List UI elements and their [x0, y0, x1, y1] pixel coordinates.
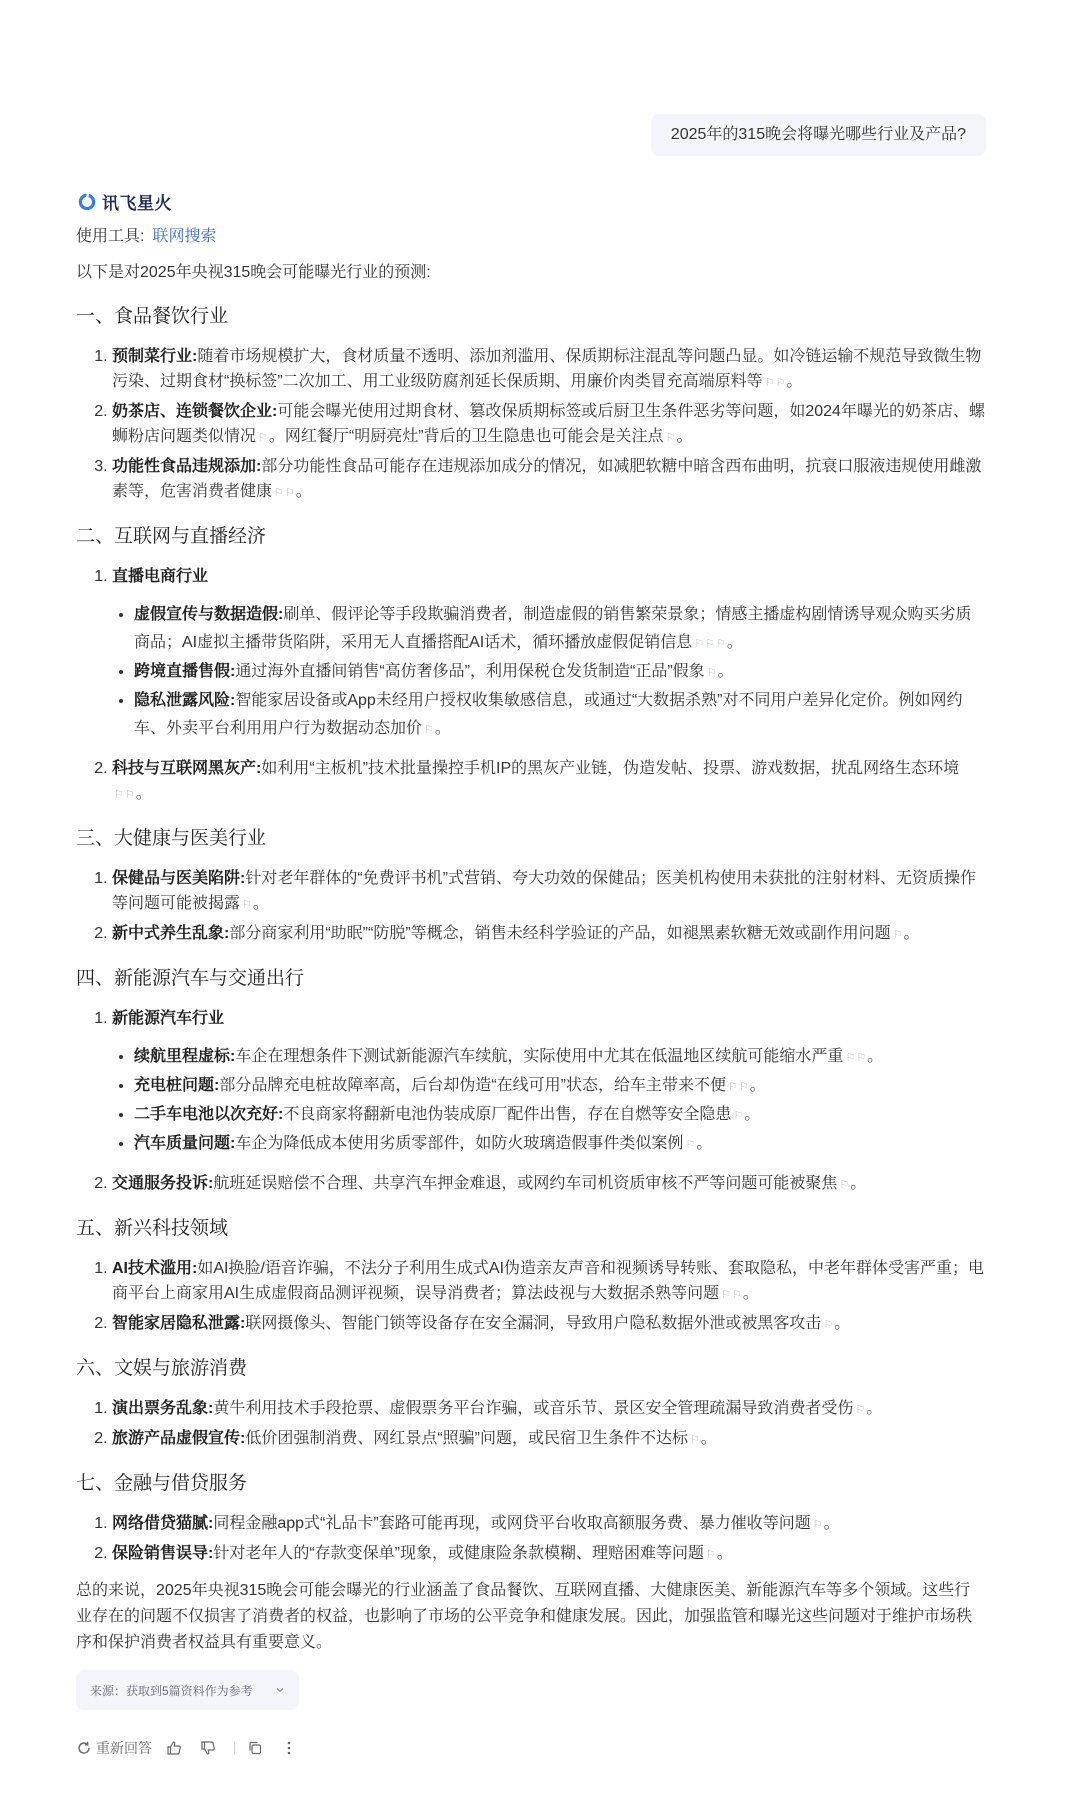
- item-title: 奶茶店、连锁餐饮企业: [112, 403, 273, 420]
- section-list: [76, 1006, 986, 1198]
- chevron-down-icon: [275, 1685, 285, 1695]
- list-item: [112, 344, 986, 396]
- section: [76, 1471, 986, 1568]
- item-title: 预制菜行业: [112, 348, 193, 365]
- sub-list: [112, 601, 986, 744]
- list-item: [112, 1396, 986, 1423]
- section: [76, 304, 986, 506]
- section-heading: 七、金融与借贷服务: [76, 1473, 248, 1494]
- sub-list-item: [134, 1072, 986, 1101]
- item-title: 旅游产品虚假宣传: [112, 1430, 241, 1447]
- section-list: [76, 344, 986, 506]
- sub-list-item: [134, 658, 986, 687]
- summary-paragraph: 总的来说，2025年央视315晚会可能会曝光的行业涵盖了食品餐饮、互联网直播、大健康医美、新能源汽车等多个领域。这些行业存在的问题不仅损害了消费者的权益，也影响了市场的公平竞争和健康发展。因此，加强监管和曝光这些问题对于维护市场秩序和保护消费者权益具有重要意义。: [76, 1582, 973, 1651]
- citation-icon[interactable]: ⚐: [685, 1139, 697, 1151]
- list-item: [112, 1426, 986, 1453]
- sub-item-separator: :: [214, 1077, 220, 1094]
- thumbs-up-icon: [166, 1740, 182, 1756]
- item-text: 。网红餐厅“明厨亮灶”背后的卫生隐患也可能会是关注点: [268, 428, 664, 445]
- item-title: 交通服务投诉: [112, 1175, 209, 1192]
- sub-item-title: 汽车质量问题: [134, 1135, 231, 1152]
- item-title: 直播电商行业: [112, 568, 209, 585]
- item-separator: :: [256, 458, 262, 475]
- item-separator: :: [240, 1315, 246, 1332]
- section-list: [76, 1256, 986, 1338]
- sub-item-title: 续航里程虚标: [134, 1048, 231, 1065]
- citation-icon[interactable]: ⚐: [706, 667, 718, 679]
- sub-item-text: 刷单、假评论等手段欺骗消费者，制造虚假的销售繁荣景象；情感主播虚构剧情诱导观众购买劣质商品；AI虚拟主播带货陷阱，采用无人直播搭配AI话术，循环播放虚假促销信息: [134, 606, 972, 651]
- citation-icon[interactable]: ⚐⚐: [721, 1289, 743, 1301]
- sub-list-item: [134, 687, 986, 744]
- section-heading: 四、新能源汽车与交通出行: [76, 968, 305, 989]
- brand-logo: [76, 188, 986, 214]
- item-end-punct: 。: [434, 720, 451, 737]
- item-title: 演出票务乱象: [112, 1400, 209, 1417]
- item-end-punct: 。: [700, 1430, 717, 1447]
- item-separator: :: [208, 1515, 214, 1532]
- item-separator: :: [240, 1430, 246, 1447]
- source-dropdown[interactable]: [76, 1670, 299, 1710]
- item-separator: :: [240, 870, 246, 887]
- sub-item-title: 虚假宣传与数据造假: [134, 606, 279, 623]
- list-item: [112, 1006, 986, 1159]
- list-item: [112, 399, 986, 451]
- item-title: 保健品与医美陷阱: [112, 870, 241, 887]
- citation-icon[interactable]: ⚐⚐: [728, 1081, 750, 1093]
- intro-text: 以下是对2025年央视315晚会可能曝光行业的预测:: [76, 264, 431, 281]
- list-item: [112, 1541, 986, 1568]
- copy-icon: [247, 1740, 263, 1756]
- section: [76, 966, 986, 1198]
- sub-item-title: 二手车电池以次充好: [134, 1106, 279, 1123]
- sub-item-title: 充电桩问题: [134, 1077, 215, 1094]
- sub-list: [112, 1043, 986, 1159]
- citation-icon[interactable]: ⚐: [242, 899, 253, 911]
- item-text: 随着市场规模扩大，食材质量不透明、添加剂滥用、保质期标注混乱等问题凸显。如冷链运输不规范导致微生物污染、过期食材“换标签”二次加工、用工业级防腐剂延长保质期、用廉价肉类冒充高端原料等: [112, 348, 982, 390]
- item-title: AI技术滥用: [112, 1260, 193, 1277]
- sub-list-item: [134, 1130, 986, 1159]
- citation-icon[interactable]: ⚐⚐: [274, 487, 296, 499]
- citation-icon[interactable]: ⚐⚐⚐: [694, 638, 727, 650]
- item-end-punct: 。: [726, 634, 743, 651]
- list-item: [112, 454, 986, 506]
- list-item: [112, 1511, 986, 1538]
- item-separator: :: [208, 1400, 214, 1417]
- sub-item-separator: :: [278, 1106, 284, 1123]
- citation-icon[interactable]: ⚐: [706, 1549, 717, 1561]
- refresh-icon: [76, 1740, 92, 1756]
- citation-icon[interactable]: ⚐: [424, 724, 435, 736]
- citation-icon[interactable]: ⚐: [823, 1319, 835, 1331]
- assistant-answer: [76, 188, 986, 1758]
- item-end-punct: 。: [834, 1315, 851, 1332]
- sub-item-text: 部分品牌充电桩故障率高，后台却伪造“在线可用”状态，给车主带来不便: [219, 1077, 727, 1094]
- item-end-punct: 。: [823, 1515, 840, 1532]
- regenerate-button[interactable]: [76, 1738, 152, 1758]
- sub-item-text: 智能家居设备或App未经用户授权收集敏感信息，或通过“大数据杀熟”对不同用户差异化定价。例如网约车、外卖平台利用用户行为数据动态加价: [134, 692, 963, 737]
- item-title: 保险销售误导: [112, 1545, 209, 1562]
- web-search-link[interactable]: 联网搜索: [152, 228, 217, 245]
- section-list: [76, 1511, 986, 1568]
- item-end-punct: 。: [867, 1048, 884, 1065]
- more-vertical-icon: [281, 1740, 297, 1756]
- item-text: 可能会曝光使用过期食材、篡改保质期标签或后厨卫生条件恶劣等问题，如2024年曝光的奶茶店、螺蛳粉店问题类似情况: [112, 403, 985, 445]
- tools-used: [76, 226, 986, 248]
- more-button[interactable]: [281, 1740, 301, 1756]
- item-title: 网络借贷猫腻: [112, 1515, 209, 1532]
- user-question-text: 2025年的315晚会将曝光哪些行业及产品?: [670, 126, 966, 143]
- item-separator: :: [208, 1175, 214, 1192]
- tools-label: 使用工具:: [76, 228, 145, 245]
- sub-item-separator: :: [230, 1135, 236, 1152]
- item-text: 部分商家利用“助眠”“防脱”等概念，销售未经科学验证的产品，如褪黑素软糖无效或副作用问题: [229, 925, 891, 942]
- user-question-bubble: [651, 114, 986, 156]
- item-end-punct: 。: [744, 1106, 761, 1123]
- sub-list-item: [134, 601, 986, 658]
- item-end-punct: 。: [742, 1285, 759, 1302]
- citation-icon[interactable]: ⚐: [812, 1519, 824, 1531]
- citation-icon[interactable]: ⚐: [665, 432, 677, 444]
- item-end-punct: 。: [903, 925, 920, 942]
- section-list: [76, 866, 986, 948]
- sub-item-text: 车企在理想条件下测试新能源汽车续航，实际使用中尤其在低温地区续航可能缩水严重: [235, 1048, 844, 1065]
- sub-list-item: [134, 1043, 986, 1072]
- item-end-punct: 。: [850, 1175, 867, 1192]
- item-end-punct: 。: [696, 1135, 713, 1152]
- sub-list-item: [134, 1101, 986, 1130]
- citation-icon[interactable]: ⚐⚐: [845, 1052, 868, 1064]
- copy-button[interactable]: [247, 1740, 267, 1756]
- citation-icon[interactable]: ⚐: [733, 1110, 745, 1122]
- item-text: 针对老年群体的“免费评书机”式营销、夸大功效的保健品；医美机构使用未获批的注射材料、无资质操作等问题可能被揭露: [112, 870, 977, 912]
- item-end-punct: 。: [717, 663, 734, 680]
- section-list: [76, 1396, 986, 1453]
- section-heading: 一、食品餐饮行业: [76, 306, 229, 327]
- dislike-button[interactable]: [200, 1740, 220, 1756]
- citation-icon[interactable]: ⚐: [855, 1404, 867, 1416]
- item-end-punct: 。: [786, 373, 803, 390]
- item-text: 同程金融app式“礼品卡”套路可能再现，或网贷平台收取高额服务费、暴力催收等问题: [213, 1515, 811, 1532]
- source-label: 来源：获取到5篇资料作为参考: [90, 1683, 253, 1698]
- citation-icon[interactable]: ⚐: [690, 1434, 701, 1446]
- sub-item-title: 跨境直播售假: [134, 663, 231, 680]
- item-end-punct: 。: [866, 1400, 883, 1417]
- citation-icon[interactable]: ⚐: [839, 1179, 851, 1191]
- section: [76, 524, 986, 808]
- action-divider: [234, 1741, 235, 1755]
- citation-icon[interactable]: ⚐⚐: [764, 377, 787, 389]
- sub-item-title: 隐私泄露风险: [134, 692, 231, 709]
- spark-logo-icon: [76, 190, 98, 212]
- citation-icon[interactable]: ⚐: [892, 929, 904, 941]
- list-item: [112, 921, 986, 948]
- item-title: 功能性食品违规添加: [112, 458, 257, 475]
- sections-container: [76, 304, 986, 1568]
- item-end-punct: 。: [135, 785, 152, 802]
- section: [76, 1216, 986, 1338]
- list-item: [112, 1171, 986, 1198]
- item-separator: :: [208, 1545, 214, 1562]
- item-text: 针对老年人的“存款变保单”现象，或健康险条款模糊、理赔困难等问题: [213, 1545, 705, 1562]
- item-end-punct: 。: [676, 428, 693, 445]
- citation-icon[interactable]: ⚐: [258, 432, 269, 444]
- item-text: 航班延误赔偿不合理、共享汽车押金难退，或网约车司机资质审核不严等问题可能被聚焦: [213, 1175, 838, 1192]
- item-title: 新能源汽车行业: [112, 1010, 225, 1027]
- item-separator: :: [192, 1260, 198, 1277]
- section-heading: 三、大健康与医美行业: [76, 828, 267, 849]
- item-text: 如利用“主板机”技术批量操控手机IP的黑灰产业链，伪造发帖、投票、游戏数据，扰乱网络生态环境: [261, 760, 960, 777]
- item-end-punct: 。: [749, 1077, 766, 1094]
- citation-icon[interactable]: ⚐⚐: [114, 789, 136, 801]
- item-text: 联网摄像头、智能门锁等设备存在安全漏洞，导致用户隐私数据外泄或被黑客攻击: [245, 1315, 822, 1332]
- item-text: 如AI换脸/语音诈骗，不法分子利用生成式AI伪造亲友声音和视频诱导转账、套取隐私，中老年群体受害严重；电商平台上商家用AI生成虚假商品测评视频，误导消费者；算法歧视与大数据杀熟等问题: [112, 1260, 985, 1302]
- item-title: 科技与互联网黑灰产: [112, 760, 257, 777]
- sub-item-text: 通过海外直播间销售“高仿奢侈品”，利用保税仓发货制造“正品”假象: [235, 663, 705, 680]
- list-item: [112, 1311, 986, 1338]
- sub-item-separator: :: [230, 663, 236, 680]
- item-separator: :: [192, 348, 198, 365]
- item-title: 智能家居隐私泄露: [112, 1315, 241, 1332]
- section-list: [76, 564, 986, 808]
- item-end-punct: 。: [716, 1545, 733, 1562]
- item-text: 低价团强制消费、网红景点“照骗”问题，或民宿卫生条件不达标: [245, 1430, 689, 1447]
- section-heading: 六、文娱与旅游消费: [76, 1358, 248, 1379]
- list-item: [112, 564, 986, 744]
- answer-actions: [76, 1738, 986, 1758]
- item-text: 黄牛利用技术手段抢票、虚假票务平台诈骗，或音乐节、景区安全管理疏漏导致消费者受伤: [213, 1400, 854, 1417]
- sub-item-separator: :: [278, 606, 284, 623]
- brand-logo-text: 讯飞星火: [102, 193, 172, 213]
- section: [76, 1356, 986, 1453]
- section-heading: 五、新兴科技领域: [76, 1218, 229, 1239]
- section: [76, 826, 986, 948]
- thumbs-down-icon: [200, 1740, 216, 1756]
- item-title: 新中式养生乱象: [112, 925, 225, 942]
- section-heading: 二、互联网与直播经济: [76, 526, 267, 547]
- like-button[interactable]: [166, 1740, 186, 1756]
- item-separator: :: [256, 760, 262, 777]
- item-text: 部分功能性食品可能存在违规添加成分的情况，如减肥软糖中暗含西布曲明，抗衰口服液违规使用雌激素等，危害消费者健康: [112, 458, 982, 500]
- sub-item-separator: :: [230, 1048, 236, 1065]
- list-item: [112, 756, 986, 808]
- regenerate-label: 重新回答: [96, 1740, 152, 1756]
- item-end-punct: 。: [295, 483, 312, 500]
- item-separator: :: [224, 925, 230, 942]
- item-end-punct: 。: [252, 895, 269, 912]
- list-item: [112, 1256, 986, 1308]
- list-item: [112, 866, 986, 918]
- sub-item-separator: :: [230, 692, 236, 709]
- item-separator: :: [272, 403, 278, 420]
- sub-item-text: 不良商家将翻新电池伪装成原厂配件出售，存在自燃等安全隐患: [283, 1106, 732, 1123]
- sub-item-text: 车企为降低成本使用劣质零部件，如防火玻璃造假事件类似案例: [235, 1135, 684, 1152]
